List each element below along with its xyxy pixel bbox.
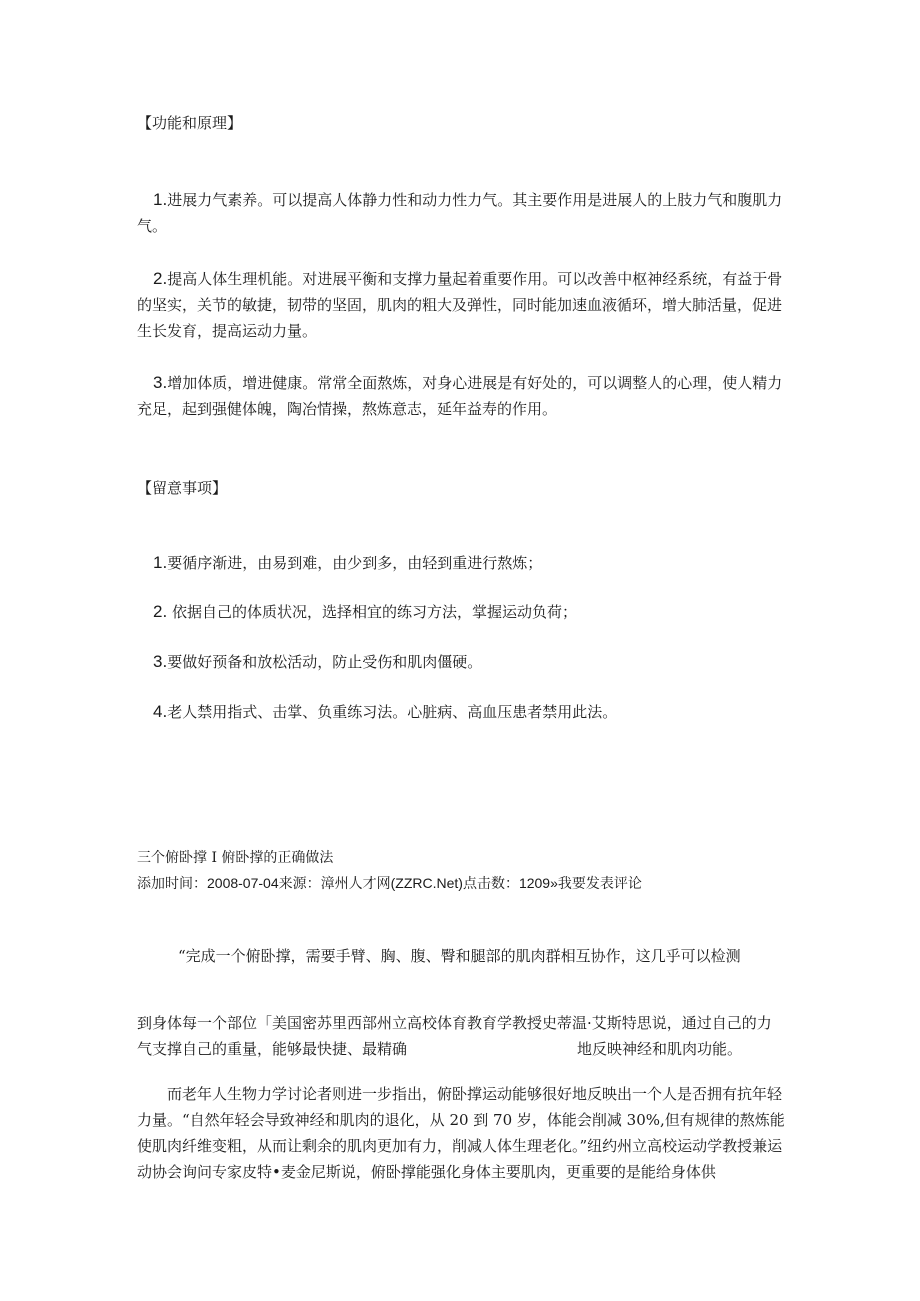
paragraph-text-end: 地反映神经和肌肉功能。: [577, 1040, 743, 1058]
meta-source-label: 来源：漳州人才网: [278, 876, 391, 892]
item-number: 2: [153, 269, 163, 288]
notes-item-3: [137, 649, 785, 675]
section-heading-notes: 【留意事项】: [137, 479, 228, 497]
source-site: (ZZRC.Net): [390, 875, 463, 891]
function-item-2: [137, 266, 785, 344]
article-paragraph-2: 而老年人生物力学讨论者则进一步指出，俯卧撑运动能够很好地反映出一个人是否拥有抗年轻力量。“自然年轻会导致神经和肌肉的退化，从 20 到 70 岁，体能会削减 30%,但有规律的熬炼能使肌肉纤维变粗，从而让剩余的肌肉更加有力，削减人体生理老化。”纽约州立高校运动学教授兼运动协会询问专家皮特•麦金尼斯说，俯卧撑能强化身体主要肌肉，更重要的是能给身体供: [137, 1085, 785, 1181]
item-number: 1: [153, 190, 163, 209]
notes-item-1: [137, 550, 785, 576]
item-number: 4: [153, 702, 163, 721]
article-paragraph-1: [137, 1010, 785, 1062]
item-text: .老人禁用指式、击掌、负重练习法。心脏病、高血压患者禁用此法。: [162, 703, 618, 721]
notes-item-4: [137, 699, 785, 725]
comment-link[interactable]: 我要发表评论: [557, 876, 642, 892]
item-number: 3: [153, 373, 163, 392]
article-meta: [137, 870, 785, 897]
item-text: .提高人体生理机能。对进展平衡和支撑力量起着重要作用。可以改善中枢神经系统，有益于骨的坚实，关节的敏捷，韧带的坚固，肌肉的粗大及弹性，同时能加速血液循环，增大肺活量，促进生长发育，提高运动力量。: [137, 270, 783, 340]
item-text: .要循序渐进，由易到难，由少到多，由轻到重进行熬炼；: [162, 554, 543, 572]
function-item-3: [137, 370, 785, 422]
function-item-1: [137, 187, 785, 239]
item-text: .增加体质，增进健康。常常全面熬炼，对身心进展是有好处的，可以调整人的心理，使人精力充足，起到强健体魄，陶冶情操，熬炼意志，延年益寿的作用。: [137, 374, 783, 418]
paragraph-text: 到身体每一个部位「美国密苏里西部州立高校体育教育学教授史蒂温·艾斯特思说，通过自己的力气支撑自己的重量，能够最快捷、最精确: [137, 1014, 772, 1058]
section-heading-function: 【功能和原理】: [137, 114, 243, 132]
article-date: 2008-07-04: [207, 875, 279, 891]
click-count: 1209»: [518, 875, 558, 891]
meta-clicks-label: 点击数：: [462, 876, 519, 892]
quote-line: “完成一个俯卧撑，需要手臂、胸、腹、臀和腿部的肌肉群相互协作，这几乎可以检测: [178, 947, 741, 965]
item-text: .要做好预备和放松活动，防止受伤和肌肉僵硬。: [162, 653, 483, 671]
item-text: .进展力气素养。可以提高人体静力性和动力性力气。其主要作用是进展人的上肢力气和腹肌力气。: [137, 191, 783, 235]
item-number: 1: [153, 553, 163, 572]
notes-item-2: [137, 599, 785, 625]
item-text: . 依据自己的体质状况，选择相宜的练习方法，掌握运动负荷；: [162, 603, 578, 621]
item-number: 2: [153, 602, 163, 621]
article-title: 三个俯卧撑 I 俯卧撑的正确做法: [137, 850, 334, 866]
meta-prefix: 添加时间：: [137, 876, 207, 892]
item-number: 3: [153, 652, 163, 671]
